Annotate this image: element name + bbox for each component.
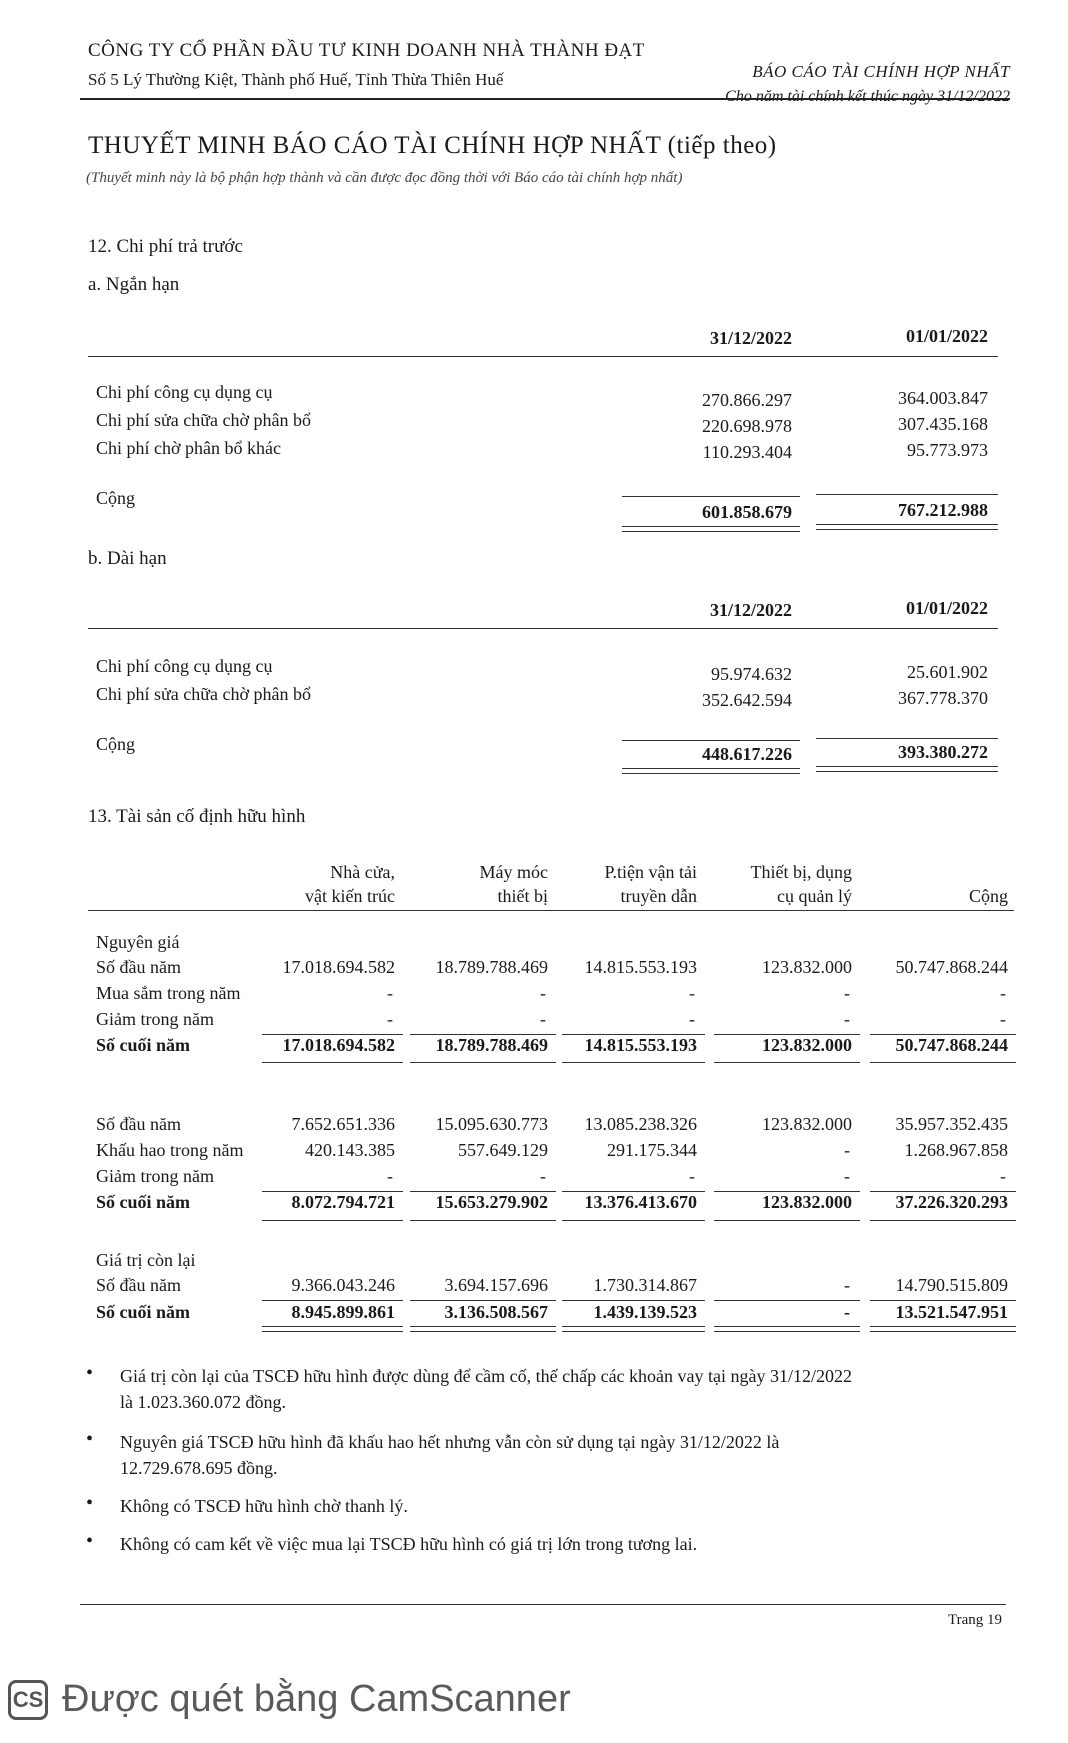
total-rule — [714, 1191, 860, 1192]
asset-cell-value: 18.789.788.469 — [435, 1035, 548, 1055]
section-12-title: 12. Chi phí trả trước — [88, 236, 243, 257]
asset-cell-value: 15.653.279.902 — [435, 1192, 548, 1212]
residual-heading: Giá trị còn lại — [96, 1250, 196, 1270]
column-header-line2: thiết bị — [497, 886, 548, 906]
camscanner-logo-icon: CS — [8, 1680, 48, 1720]
asset-cell-value: - — [1000, 1009, 1006, 1029]
column-header-line1: Thiết bị, dụng — [750, 862, 852, 882]
short-term-row-label: Chi phí sửa chữa chờ phân bổ — [96, 410, 311, 430]
long-term-row-label: Chi phí công cụ dụng cụ — [96, 656, 273, 676]
asset-cell-value: 9.366.043.246 — [291, 1275, 395, 1295]
long-term-total-rule-bottom — [622, 773, 800, 774]
total-rule — [562, 1062, 705, 1063]
total-rule — [562, 1326, 705, 1327]
asset-cell-value: 18.789.788.469 — [435, 957, 548, 977]
long-term-total-2022: 448.617.226 — [702, 744, 792, 764]
note-text: Giá trị còn lại của TSCĐ hữu hình được dùng để cầm cố, thế chấp các khoản vay tại ngày 31/12/2022 — [120, 1366, 853, 1386]
asset-cell-value: - — [844, 1140, 850, 1160]
long-term-total-label: Cộng — [96, 734, 136, 754]
column-header-line1: Máy móc — [479, 862, 548, 882]
short-term-row-value-2022: 110.293.404 — [702, 442, 792, 462]
asset-cell-value: 7.652.651.336 — [291, 1114, 395, 1134]
asset-cell-value: 35.957.352.435 — [895, 1114, 1008, 1134]
asset-cell-value: - — [689, 1166, 695, 1186]
asset-cell-value: 123.832.000 — [762, 1035, 852, 1055]
asset-cell-value: 13.521.547.951 — [895, 1302, 1008, 1322]
total-rule — [562, 1300, 705, 1301]
total-rule — [562, 1034, 705, 1035]
total-rule — [562, 1331, 705, 1332]
asset-cell-value: 14.790.515.809 — [895, 1275, 1008, 1295]
asset-row-label: Giảm trong năm — [96, 1166, 214, 1186]
asset-cell-value: - — [387, 1009, 393, 1029]
short-term-col-2022: 31/12/2022 — [709, 328, 792, 348]
asset-row-label: Giảm trong năm — [96, 1009, 214, 1029]
bullet-icon: • — [86, 1428, 94, 1450]
total-rule — [410, 1331, 556, 1332]
report-period: Cho năm tài chính kết thúc ngày 31/12/2022 — [725, 88, 1010, 105]
asset-cell-value: - — [689, 1009, 695, 1029]
total-rule — [870, 1220, 1016, 1221]
note-text-continued: 12.729.678.695 đồng. — [120, 1458, 278, 1478]
note-text: Nguyên giá TSCĐ hữu hình đã khấu hao hết nhưng vẫn còn sử dụng tại ngày 31/12/2022 là — [120, 1432, 780, 1452]
total-rule — [262, 1300, 403, 1301]
camscanner-watermark-text: Được quét bằng CamScanner — [62, 1678, 571, 1720]
total-rule — [410, 1062, 556, 1063]
asset-row-label: Khấu hao trong năm — [96, 1140, 244, 1160]
total-rule — [410, 1220, 556, 1221]
long-term-row-value-2022: 95.974.632 — [711, 664, 792, 684]
company-name: CÔNG TY CỔ PHẦN ĐẦU TƯ KINH DOANH NHÀ THÀNH ĐẠT — [88, 40, 645, 61]
header-divider — [80, 98, 1010, 100]
asset-cell-value: 557.649.129 — [458, 1140, 548, 1160]
short-term-total-rule-top — [622, 496, 800, 497]
long-term-total-rule-bottom — [816, 771, 998, 772]
asset-cell-value: 1.730.314.867 — [593, 1275, 697, 1295]
total-rule — [870, 1062, 1016, 1063]
total-rule — [262, 1034, 403, 1035]
asset-cell-value: - — [387, 1166, 393, 1186]
total-rule — [714, 1331, 860, 1332]
asset-cell-value: 123.832.000 — [762, 1192, 852, 1212]
long-term-total-rule-bottom — [622, 768, 800, 769]
report-title: BÁO CÁO TÀI CHÍNH HỢP NHẤT — [752, 62, 1010, 81]
total-rule — [714, 1062, 860, 1063]
long-term-total-2021: 393.380.272 — [898, 742, 988, 762]
asset-cell-value: 17.018.694.582 — [282, 957, 395, 977]
asset-row-label: Số đầu năm — [96, 1114, 181, 1134]
short-term-row-value-2021: 364.003.847 — [898, 388, 988, 408]
bullet-icon: • — [86, 1530, 94, 1552]
total-rule — [870, 1034, 1016, 1035]
asset-cell-value: 13.085.238.326 — [584, 1114, 697, 1134]
short-term-col-2021: 01/01/2022 — [905, 326, 988, 346]
long-term-header-rule — [88, 628, 998, 629]
note-text-continued: là 1.023.360.072 đồng. — [120, 1392, 286, 1412]
asset-cell-value: - — [844, 983, 850, 1003]
cost-heading: Nguyên giá — [96, 932, 180, 952]
total-rule — [410, 1326, 556, 1327]
total-rule — [410, 1300, 556, 1301]
asset-cell-value: 1.268.967.858 — [904, 1140, 1008, 1160]
short-term-row-value-2021: 95.773.973 — [907, 440, 988, 460]
asset-cell-value: 50.747.868.244 — [895, 957, 1008, 977]
asset-cell-value: - — [1000, 983, 1006, 1003]
note-text: Không có TSCĐ hữu hình chờ thanh lý. — [120, 1496, 408, 1516]
column-header-line2: Cộng — [968, 886, 1008, 906]
short-term-total-label: Cộng — [96, 488, 136, 508]
total-rule — [714, 1326, 860, 1327]
footer-rule — [80, 1604, 1006, 1605]
total-rule — [714, 1300, 860, 1301]
total-rule — [262, 1191, 403, 1192]
total-rule — [870, 1300, 1016, 1301]
column-header-line2: truyền dẫn — [620, 886, 697, 906]
short-term-total-2022: 601.858.679 — [702, 502, 792, 522]
total-rule — [262, 1220, 403, 1221]
asset-row-label: Số cuối năm — [96, 1192, 191, 1212]
short-term-header-rule — [88, 356, 998, 357]
asset-cell-value: 420.143.385 — [305, 1140, 395, 1160]
short-term-total-2021: 767.212.988 — [898, 500, 988, 520]
asset-cell-value: 8.072.794.721 — [291, 1192, 395, 1212]
page-number: Trang 19 — [947, 1612, 1002, 1628]
total-rule — [870, 1191, 1016, 1192]
asset-cell-value: - — [540, 1009, 546, 1029]
total-rule — [262, 1331, 403, 1332]
long-term-total-rule-top — [622, 740, 800, 741]
long-term-col-2022: 31/12/2022 — [709, 600, 792, 620]
total-rule — [714, 1034, 860, 1035]
asset-row-label: Số đầu năm — [96, 1275, 181, 1295]
short-term-total-rule-bottom — [816, 529, 998, 530]
column-header-line1: P.tiện vận tải — [604, 862, 697, 882]
short-term-title: a. Ngắn hạn — [88, 274, 180, 295]
total-rule — [870, 1331, 1016, 1332]
asset-cell-value: 291.175.344 — [607, 1140, 697, 1160]
total-rule — [410, 1191, 556, 1192]
long-term-row-value-2022: 352.642.594 — [702, 690, 792, 710]
bullet-icon: • — [86, 1492, 94, 1514]
asset-cell-value: 3.694.157.696 — [444, 1275, 548, 1295]
column-header-line1: Nhà cửa, — [330, 862, 395, 882]
asset-cell-value: 50.747.868.244 — [895, 1035, 1008, 1055]
total-rule — [262, 1326, 403, 1327]
short-term-row-label: Chi phí công cụ dụng cụ — [96, 382, 273, 402]
total-rule — [262, 1062, 403, 1063]
asset-cell-value: - — [844, 1166, 850, 1186]
total-rule — [562, 1220, 705, 1221]
asset-cell-value: - — [540, 983, 546, 1003]
section-13-title: 13. Tài sản cố định hữu hình — [88, 806, 306, 827]
asset-cell-value: - — [387, 983, 393, 1003]
asset-cell-value: 14.815.553.193 — [584, 1035, 697, 1055]
asset-cell-value: 15.095.630.773 — [435, 1114, 548, 1134]
document-subtitle: (Thuyết minh này là bộ phận hợp thành và cần được đọc đồng thời với Báo cáo tài chính hợp nhất) — [86, 170, 683, 186]
asset-row-label: Mua sắm trong năm — [96, 983, 241, 1003]
asset-cell-value: - — [844, 1275, 850, 1295]
long-term-row-value-2021: 25.601.902 — [907, 662, 988, 682]
long-term-title: b. Dài hạn — [88, 548, 167, 569]
document-title: THUYẾT MINH BÁO CÁO TÀI CHÍNH HỢP NHẤT (tiếp theo) — [88, 132, 777, 159]
short-term-row-label: Chi phí chờ phân bổ khác — [96, 438, 281, 458]
total-rule — [562, 1191, 705, 1192]
short-term-total-rule-top — [816, 494, 998, 495]
asset-row-label: Số đầu năm — [96, 957, 181, 977]
asset-row-label: Số cuối năm — [96, 1302, 191, 1322]
asset-cell-value: 37.226.320.293 — [895, 1192, 1008, 1212]
asset-cell-value: - — [844, 1302, 850, 1322]
long-term-total-rule-top — [816, 738, 998, 739]
long-term-total-rule-bottom — [816, 766, 998, 767]
short-term-total-rule-bottom — [816, 524, 998, 525]
company-address: Số 5 Lý Thường Kiệt, Thành phố Huế, Tỉnh Thừa Thiên Huế — [88, 70, 504, 89]
asset-cell-value: 13.376.413.670 — [584, 1192, 697, 1212]
short-term-row-value-2021: 307.435.168 — [898, 414, 988, 434]
short-term-row-value-2022: 270.866.297 — [702, 390, 792, 410]
note-text: Không có cam kết về việc mua lại TSCĐ hữu hình có giá trị lớn trong tương lai. — [120, 1534, 698, 1554]
asset-cell-value: 3.136.508.567 — [444, 1302, 548, 1322]
total-rule — [410, 1034, 556, 1035]
asset-cell-value: 14.815.553.193 — [584, 957, 697, 977]
long-term-row-label: Chi phí sửa chữa chờ phân bổ — [96, 684, 311, 704]
column-header-line2: vật kiến trúc — [305, 886, 395, 906]
total-rule — [714, 1220, 860, 1221]
asset-cell-value: - — [1000, 1166, 1006, 1186]
short-term-total-rule-bottom — [622, 531, 800, 532]
short-term-row-value-2022: 220.698.978 — [702, 416, 792, 436]
asset-cell-value: 1.439.139.523 — [593, 1302, 697, 1322]
short-term-total-rule-bottom — [622, 526, 800, 527]
asset-cell-value: 123.832.000 — [762, 957, 852, 977]
fixed-assets-header-rule — [88, 910, 1014, 911]
asset-cell-value: - — [844, 1009, 850, 1029]
asset-row-label: Số cuối năm — [96, 1035, 191, 1055]
asset-cell-value: - — [689, 983, 695, 1003]
long-term-col-2021: 01/01/2022 — [905, 598, 988, 618]
long-term-row-value-2021: 367.778.370 — [898, 688, 988, 708]
asset-cell-value: 123.832.000 — [762, 1114, 852, 1134]
bullet-icon: • — [86, 1362, 94, 1384]
asset-cell-value: 17.018.694.582 — [282, 1035, 395, 1055]
asset-cell-value: - — [540, 1166, 546, 1186]
asset-cell-value: 8.945.899.861 — [291, 1302, 395, 1322]
column-header-line2: cụ quản lý — [777, 886, 852, 906]
total-rule — [870, 1326, 1016, 1327]
